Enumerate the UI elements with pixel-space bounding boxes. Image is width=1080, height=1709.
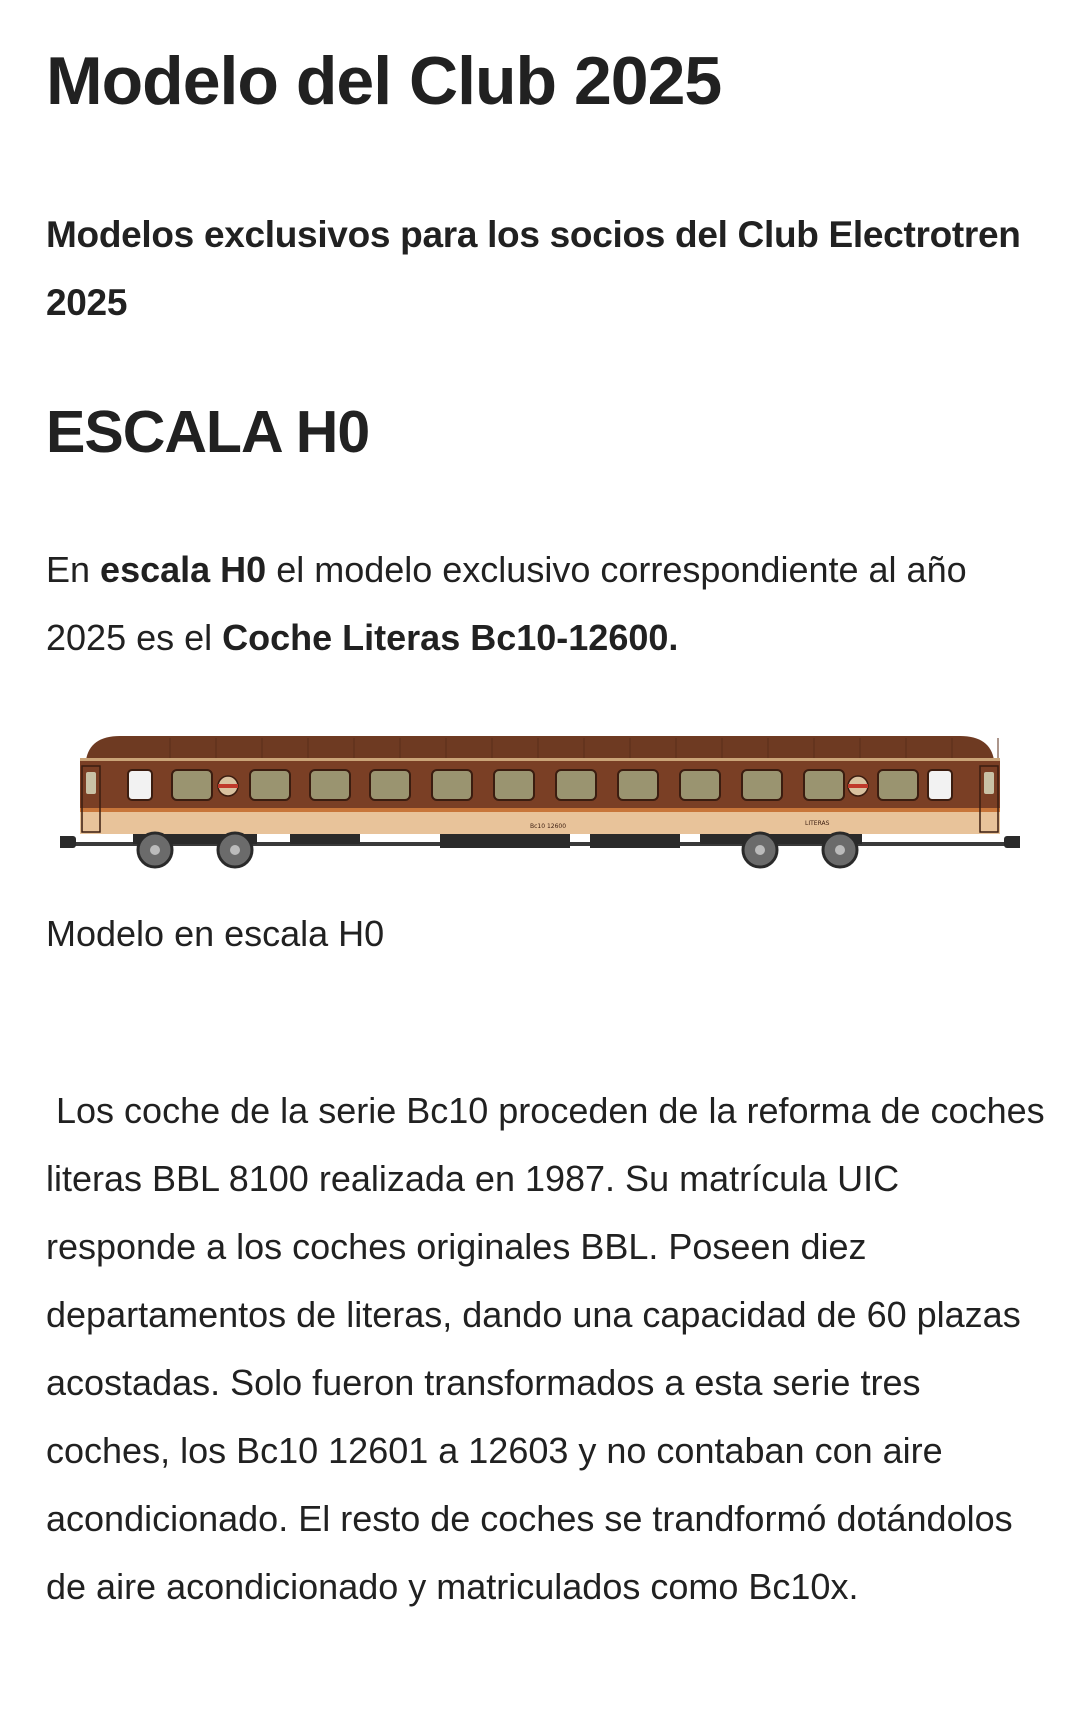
wheel-hub xyxy=(150,845,160,855)
cant-rail xyxy=(80,758,1000,761)
coach-number-text: Bc10 12600 xyxy=(530,823,567,830)
renfe-logo-right-band xyxy=(848,784,868,788)
underframe-box-4 xyxy=(700,834,740,844)
compartment-window xyxy=(370,770,410,800)
page-title: Modelo del Club 2025 xyxy=(46,43,722,119)
underframe-box-1 xyxy=(290,834,360,844)
intro-paragraph xyxy=(46,536,1036,672)
image-caption: Modelo en escala H0 xyxy=(46,913,385,954)
toilet-window-left xyxy=(128,770,152,800)
compartment-window xyxy=(804,770,844,800)
compartment-window xyxy=(432,770,472,800)
intro-middle: el modelo exclusivo correspondiente al año 2025 es el xyxy=(46,549,967,658)
left-door-window xyxy=(86,772,96,794)
coach-roof xyxy=(86,736,994,760)
compartment-window xyxy=(680,770,720,800)
renfe-logo-left-band xyxy=(218,784,238,788)
compartment-window xyxy=(878,770,918,800)
wheel-hub xyxy=(835,845,845,855)
compartment-window xyxy=(250,770,290,800)
coach-model-image xyxy=(60,724,1020,874)
intro-bold-model: Coche Literas Bc10-12600. xyxy=(222,617,679,658)
coach-illustration xyxy=(60,724,1020,874)
compartment-window xyxy=(310,770,350,800)
intro-bold-scale: escala H0 xyxy=(100,549,267,590)
description-paragraph: Los coche de la serie Bc10 proceden de la reforma de coches literas BBL 8100 realizada en 1987. Su matrícula UIC responde a los coches originales BBL. Poseen diez departamentos de literas, dando una capacidad de 60 plazas acostadas. Solo fueron transformados a esta serie tres coches, los Bc10 12601 a 12603 y no contaban con aire acondicionado. El resto de coches se trandformó dotándolos de aire acondicionado y matriculados como Bc10x. xyxy=(46,1090,1055,1607)
left-buffer xyxy=(60,836,76,848)
compartment-window xyxy=(494,770,534,800)
wheel-hub xyxy=(755,845,765,855)
wheel-hub xyxy=(230,845,240,855)
toilet-window-right xyxy=(928,770,952,800)
page-subtitle: Modelos exclusivos para los socios del Club Electrotren 2025 xyxy=(46,214,1021,323)
section-heading: ESCALA H0 xyxy=(46,399,370,465)
right-door-window xyxy=(984,772,994,794)
coach-label-text: LITERAS xyxy=(805,820,830,827)
compartment-window xyxy=(172,770,212,800)
compartment-window xyxy=(618,770,658,800)
underframe-box-2 xyxy=(440,834,570,848)
compartment-window xyxy=(742,770,782,800)
underframe-box-3 xyxy=(590,834,680,848)
compartment-window xyxy=(556,770,596,800)
intro-prefix: En xyxy=(46,549,101,590)
right-buffer xyxy=(1004,836,1020,848)
coach-stripe xyxy=(80,808,1000,812)
